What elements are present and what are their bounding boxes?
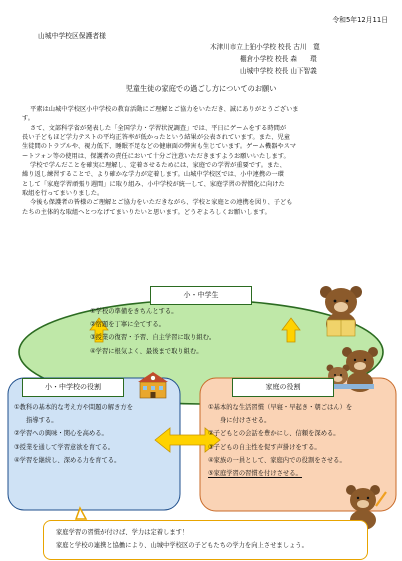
bubble-line: 家庭と学校の連携と協働により、山城中学校区の子どもたちの学力を向上させましょう。 (56, 542, 308, 549)
school-item: 指導する。 (26, 417, 58, 425)
body-line: 繰り返し練習することで、より確かな学力が定着します。山城中学校区では、小中連携の一環 (22, 171, 284, 179)
school-item: ③授業を通して学習意欲を育てる。 (14, 443, 115, 451)
family-item: ①基本的な生活習慣（早寝・早起き・朝ごはん）を (208, 404, 353, 411)
school-item: ④学習を継続し、深める力を育てる。 (14, 456, 121, 464)
students-label: 小・中学生 (150, 286, 252, 305)
body-line: 今後も保護者の皆様のご理解とご協力をいただきながら、学校と家庭との連携を図り、子ども (30, 199, 293, 207)
family-item: 身に付けさせる。 (220, 417, 271, 425)
students-list (90, 305, 215, 358)
date: 令和5年12月11日 (332, 16, 388, 24)
body-line: す。 (22, 115, 34, 123)
body-line: として「家庭学習頑張り週間」に取り組み、小中学校が統一して、家庭学習の習慣化に向けた (22, 180, 285, 188)
body-line: ートフォン等の使用は、保護者の責任において十分ご注意いただきますようお願いいたします。 (22, 152, 290, 160)
summary-bubble (43, 520, 368, 560)
sender-line: 棚倉小学校 校長 森 環 (240, 55, 317, 63)
family-item: ④家族の一員として、家庭内での役割をさせる。 (208, 456, 346, 464)
body-line: 平素は山城中学校区小中学校の教育活動にご理解とご協力をいただき、誠にありがとうございま (30, 106, 299, 113)
students-item: ②宿題を丁寧に全てする。 (90, 321, 165, 329)
family-item: ②子どもとの会話を豊かにし、信頼を深める。 (208, 430, 340, 438)
family-label: 家庭の役割 (232, 378, 334, 397)
body-line: 取組を行ってまいりました。 (22, 190, 104, 198)
body-line: さて、文部科学省が発表した「全国学力・学習状況調査」では、平日にゲームをする時間が (30, 124, 287, 132)
body-line: 学校で学んだことを確実に理解し、定着させるためには、家庭での学習が重要です。また、 (30, 162, 286, 170)
family-item: ③子どもの自主性を促す声掛けをする。 (208, 443, 321, 451)
bubble-line: 家庭学習の習慣が付けば、学力は定着します！ (56, 529, 189, 536)
addressee: 山城中学校区保護者様 (38, 32, 106, 40)
students-item: ③授業の復習・予習、自主学習に取り組む。 (90, 334, 216, 342)
body-line: たちの主体的な取組へとつなげてまいりたいと思います。どうぞよろしくお願いします。 (22, 208, 271, 216)
school-label: 小・中学校の役割 (22, 378, 124, 397)
family-item-emphasis: ⑤家庭学習の習慣を付けさせる。 (208, 470, 302, 478)
body-line: 長い子どもほど学力テストの平均正答率が低かったという結果が公表されています。また、児童 (22, 134, 290, 142)
body-line: 生徒間のトラブルや、視力低下、睡眠不足などの健康面の弊害も生じています。ゲーム機器やスマ (22, 143, 296, 151)
family-list (208, 401, 352, 480)
students-item: ④学習に根気よく、最後まで取り組む。 (90, 347, 203, 355)
school-list (14, 401, 133, 467)
sender-line: 木津川市立上狛小学校 校長 古川 寛 (210, 43, 320, 51)
sender-line: 山城中学校 校長 山下智義 (240, 67, 317, 75)
students-item: ①学校の準備をきちんとする。 (90, 308, 178, 315)
school-item: ②学習への興味・関心を高める。 (14, 430, 108, 438)
school-item: ①教科の基本的な考え方や問題の解き方を (14, 404, 133, 411)
document-title: 児童生徒の家庭での過ごし方についてのお願い (125, 84, 277, 93)
